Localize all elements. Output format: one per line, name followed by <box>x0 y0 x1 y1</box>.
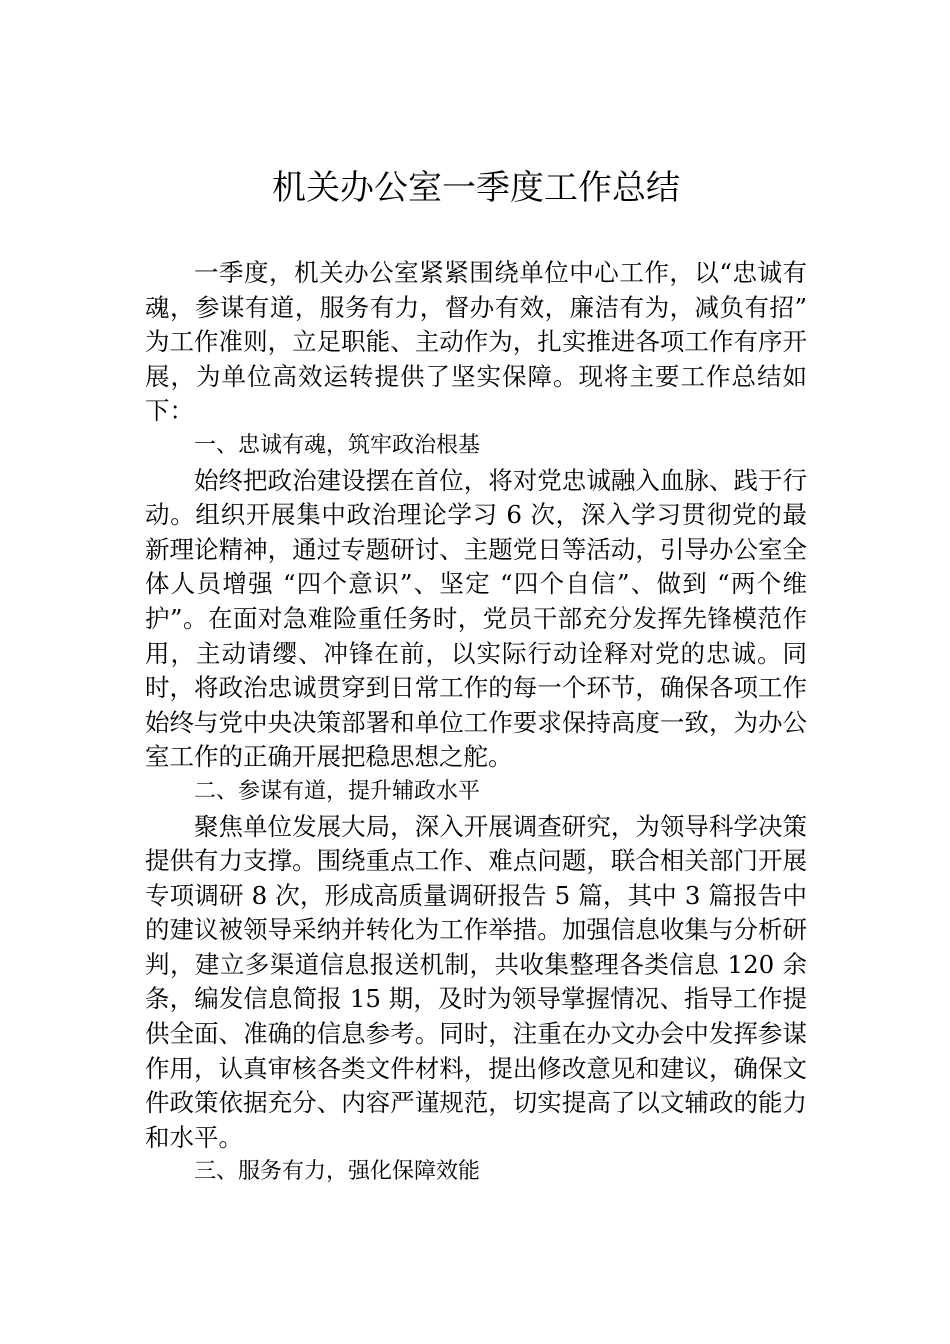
intro-paragraph: 一季度，机关办公室紧紧围绕单位中心工作，以“忠诚有魂，参谋有道，服务有力，督办有效，廉洁有为，减负有招” 为工作准则，立足职能、主动作为，扎实推进各项工作有序开展，为单位高效运转提供了坚实保障。现将主要工作总结如下： <box>145 258 807 426</box>
section-paragraph-1: 始终把政治建设摆在首位，将对党忠诚融入血脉、践于行动。组织开展集中政治理论学习 6 次，深入学习贯彻党的最新理论精神，通过专题研讨、主题党日等活动，引导办公室全体人员增强 “四个意识”、坚定 “四个自信”、做到 “两个维护”。在面对急难险重任务时，党员干部充分发挥先锋模范作用，主动请缨、冲锋在前，以实际行动诠释对党的忠诚。同时，将政治忠诚贯穿到日常工作的每一个环节，确保各项工作始终与党中央决策部署和单位工作要求保持高度一致，为办公室工作的正确开展把稳思想之舵。 <box>145 465 807 772</box>
section-paragraph-2: 聚焦单位发展大局，深入开展调查研究，为领导科学决策提供有力支撑。围绕重点工作、难点问题，联合相关部门开展专项调研 8 次，形成高质量调研报告 5 篇，其中 3 篇报告中的建议被领导采纳并转化为工作举措。加强信息收集与分析研判，建立多渠道信息报送机制，共收集整理各类信息 120 余条，编发信息简报 15 期，及时为领导掌握情况、指导工作提供全面、准确的信息参考。同时，注重在办文办会中发挥参谋作用，认真审核各类文件材料，提出修改意见和建议，确保文件政策依据充分、内容严谨规范，切实提高了以文辅政的能力和水平。 <box>145 811 807 1152</box>
section-heading-2: 二、参谋有道，提升辅政水平 <box>194 778 481 804</box>
section-heading-3: 三、服务有力，强化保障效能 <box>194 1159 481 1185</box>
section-heading-1: 一、忠诚有魂，筑牢政治根基 <box>194 432 481 458</box>
document-title: 机关办公室一季度工作总结 <box>272 168 680 208</box>
document-body <box>145 256 807 1190</box>
